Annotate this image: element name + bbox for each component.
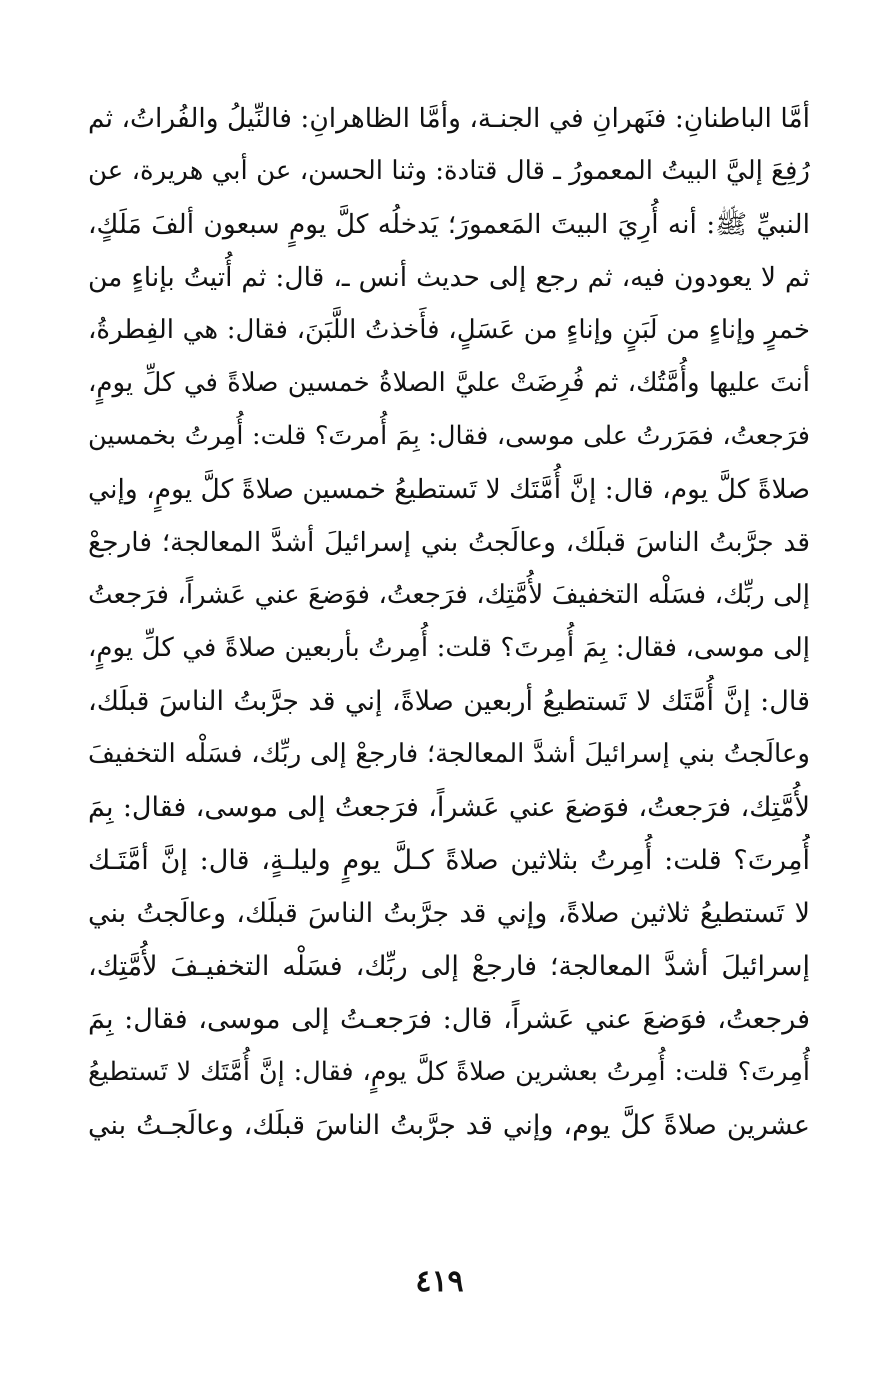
text-line: رُفِعَ إليَّ البيتُ المعمورُ ـ قال قتادة: وثنا الحسن، عن أبي هريرة، عن xyxy=(88,156,810,186)
text-line: قد جرَّبتُ الناسَ قبلَك، وعالَجتُ بني إسرائيلَ أشدَّ المعالجة؛ فارجعْ xyxy=(88,527,810,558)
page-number: ٤١٩ xyxy=(415,1264,464,1299)
text-line: قال: إنَّ أُمَّتَك لا تَستطيعُ أربعين صلاةً، إني قد جرَّبتُ الناسَ قبلَك، xyxy=(88,686,810,717)
text-line: لأُمَّتِك، فرَجعتُ، فوَضعَ عني عَشراً، فرَجعتُ إلى موسى، فقال: بِمَ xyxy=(88,792,810,823)
text-line: أمَّا الباطنانِ: فنَهرانِ في الجنـة، وأمَّا الظاهرانِ: فالنِّيلُ والفُراتُ، ثم xyxy=(88,103,810,134)
text-line: لا تَستطيعُ ثلاثين صلاةً، وإني قد جرَّبتُ الناسَ قبلَك، وعالَجتُ بني xyxy=(88,898,810,929)
text-line: عشرين صلاةً كلَّ يوم، وإني قد جرَّبتُ الناسَ قبلَك، وعالَجـتُ بني xyxy=(88,1110,810,1141)
text-line: النبيِّ ﷺ: أنه أُرِيَ البيتَ المَعمورَ؛ يَدخلُه كلَّ يومٍ سبعون ألفَ مَلَكٍ، xyxy=(88,209,810,240)
text-line: أنتَ عليها وأُمَّتُك، ثم فُرِضَتْ عليَّ الصلاةُ خمسين صلاةً في كلِّ يومٍ، xyxy=(88,368,810,398)
body-text xyxy=(88,92,810,1152)
text-line: ثم لا يعودون فيه، ثم رجع إلى حديث أنس ـ، قال: ثم أُتيتُ بإناءٍ من xyxy=(88,262,810,293)
text-line: إسرائيلَ أشدَّ المعالجة؛ فارجعْ إلى ربِّك، فسَلْه التخفيـفَ لأُمَّتِك، xyxy=(88,951,810,982)
text-line: إلى ربِّك، فسَلْه التخفيفَ لأُمَّتِك، فرَجعتُ، فوَضعَ عني عَشراً، فرَجعتُ xyxy=(88,580,810,610)
text-line: فرَجعتُ، فمَرَرتُ على موسى، فقال: بِمَ أُمرتَ؟ قلت: أُمِرتُ بخمسين xyxy=(88,421,810,451)
text-line: فرجعتُ، فوَضعَ عني عَشراً، قال: فرَجعـتُ إلى موسى، فقال: بِمَ xyxy=(88,1004,810,1035)
text-line: أُمِرتَ؟ قلت: أُمِرتُ بثلاثين صلاةً كـلَّ يومٍ وليلـةٍ، قال: إنَّ أمَّتَـك xyxy=(88,845,810,876)
text-line: خمرٍ وإناءٍ من لَبَنٍ وإناءٍ من عَسَلٍ، فأَخذتُ اللَّبَنَ، فقال: هي الفِطرةُ، xyxy=(88,315,810,345)
text-line: وعالَجتُ بني إسرائيلَ أشدَّ المعالجة؛ فارجعْ إلى ربِّك، فسَلْه التخفيفَ xyxy=(88,739,810,769)
text-line: صلاةً كلَّ يوم، قال: إنَّ أُمَّتَك لا تَستطيعُ خمسين صلاةً كلَّ يومٍ، وإني xyxy=(88,474,810,505)
text-line: إلى موسى، فقال: بِمَ أُمِرتَ؟ قلت: أُمِرتُ بأربعين صلاةً في كلِّ يومٍ، xyxy=(88,633,810,663)
text-line: أُمِرتَ؟ قلت: أُمِرتُ بعشرين صلاةً كلَّ يومٍ، فقال: إنَّ أُمَّتَك لا تَستطيعُ xyxy=(88,1057,810,1087)
